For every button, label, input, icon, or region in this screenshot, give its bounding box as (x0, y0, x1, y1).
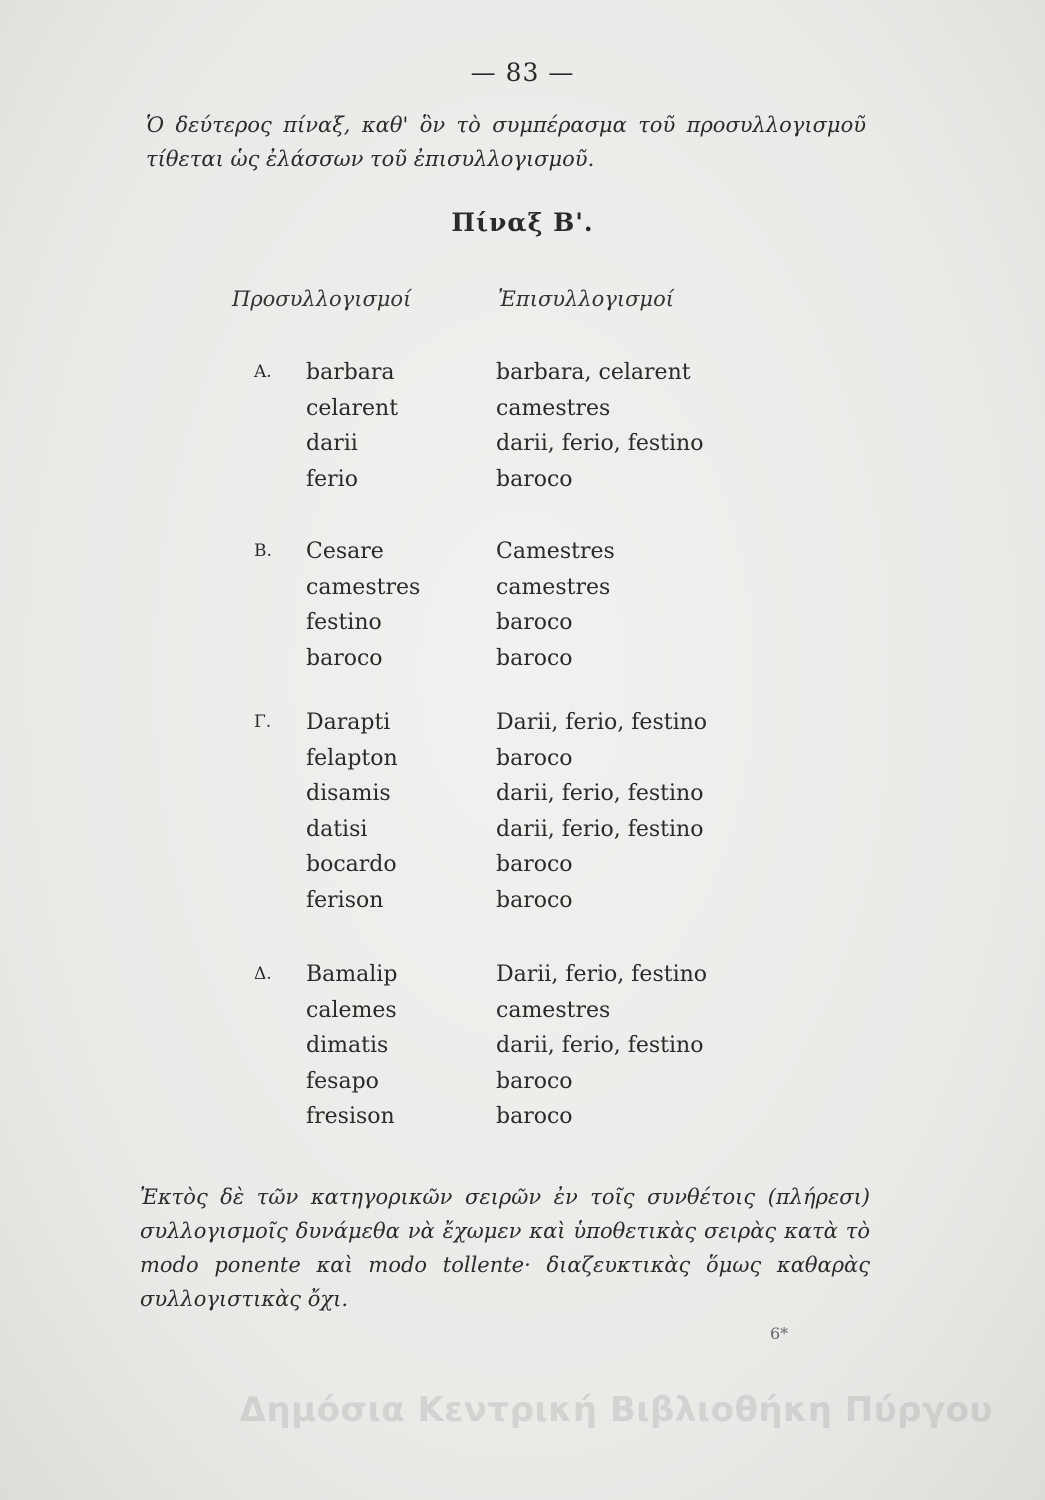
episyllogism-cell: baroco (496, 1104, 573, 1129)
episyllogism-cell: baroco (496, 645, 573, 671)
syllogism-group-b (0, 534, 1045, 676)
group-letter: Β. (254, 541, 272, 561)
presyllogism-cell: dimatis (306, 1033, 389, 1058)
presyllogism-cell: fresison (306, 1104, 395, 1129)
presyllogism-cell: camestres (306, 574, 421, 600)
table-row (0, 426, 1045, 462)
syllogism-group-c (0, 705, 1045, 918)
presyllogism-cell: Cesare (306, 539, 384, 564)
episyllogism-cell: camestres (496, 997, 611, 1023)
presyllogism-cell: datisi (306, 816, 368, 842)
episyllogism-cell: Darii, ferio, festino (496, 710, 708, 735)
table-row (0, 355, 1045, 391)
episyllogism-cell: camestres (496, 395, 611, 421)
table-row (0, 705, 1045, 741)
episyllogism-cell: baroco (496, 1068, 573, 1094)
episyllogism-cell: darii, ferio, festino (496, 1033, 704, 1058)
table-row (0, 534, 1045, 570)
presyllogism-cell: festino (306, 610, 382, 635)
group-letter: Δ. (254, 964, 272, 984)
table-row (0, 605, 1045, 641)
presyllogism-cell: fesapo (306, 1068, 379, 1094)
intro-paragraph: Ὁ δεύτερος πίναξ, καθ' ὃν τὸ συμπέρασμα τοῦ προσυλλογισμοῦ τίθεται ὡς ἐλάσσων τοῦ ἐπισυλλογισμοῦ. (146, 113, 866, 171)
presyllogism-cell: bocardo (306, 852, 397, 877)
episyllogism-cell: Camestres (496, 539, 615, 564)
table-row (0, 812, 1045, 848)
presyllogism-cell: baroco (306, 645, 383, 671)
presyllogism-cell: Bamalip (306, 962, 398, 987)
episyllogism-cell: darii, ferio, festino (496, 431, 704, 456)
table-row (0, 1064, 1045, 1100)
column-header-episyllogisms: Ἐπισυλλογισμοί (498, 287, 674, 311)
table-row (0, 993, 1045, 1029)
page-number: — 83 — (470, 58, 575, 87)
episyllogism-cell: camestres (496, 574, 611, 600)
presyllogism-cell: darii (306, 431, 358, 456)
table-row (0, 1028, 1045, 1064)
closing-paragraph: Ἐκτὸς δὲ τῶν κατηγορικῶν σειρῶν ἐν τοῖς συνθέτοις (πλήρεσι) συλλογισμοῖς δυνάμεθα νὰ ἔχωμεν καὶ ὑποθετικὰς σειρὰς κατὰ τὸ modo ponente καὶ modo tollente· διαζευκτικὰς ὅμως καθαρὰς συλλογιστικὰς ὄχι. (140, 1185, 870, 1311)
episyllogism-cell: baroco (496, 887, 573, 913)
presyllogism-cell: Darapti (306, 710, 391, 735)
episyllogism-cell: baroco (496, 610, 573, 635)
column-header-presyllogisms: Προσυλλογισμοί (232, 287, 412, 311)
presyllogism-cell: disamis (306, 781, 391, 806)
presyllogism-cell: ferio (306, 466, 358, 492)
table-row (0, 883, 1045, 919)
presyllogism-cell: calemes (306, 997, 397, 1023)
table-row (0, 462, 1045, 498)
presyllogism-cell: celarent (306, 395, 399, 421)
presyllogism-cell: ferison (306, 887, 384, 913)
group-letter: Α. (254, 362, 272, 382)
episyllogism-cell: baroco (496, 745, 573, 771)
syllogism-group-d (0, 957, 1045, 1135)
signature-mark: 6* (770, 1324, 789, 1343)
table-row (0, 570, 1045, 606)
group-letter: Γ. (254, 712, 272, 732)
presyllogism-cell: barbara (306, 360, 395, 385)
episyllogism-cell: darii, ferio, festino (496, 781, 704, 806)
table-row (0, 957, 1045, 993)
table-row (0, 847, 1045, 883)
table-row (0, 776, 1045, 812)
episyllogism-cell: barbara, celarent (496, 360, 691, 385)
episyllogism-cell: darii, ferio, festino (496, 816, 704, 842)
episyllogism-cell: baroco (496, 466, 573, 492)
episyllogism-cell: Darii, ferio, festino (496, 962, 708, 987)
table-title: Πίναξ Β'. (451, 208, 594, 237)
presyllogism-cell: felapton (306, 745, 398, 771)
episyllogism-cell: baroco (496, 852, 573, 877)
table-row (0, 391, 1045, 427)
table-row (0, 741, 1045, 777)
library-watermark: Δημόσια Κεντρική Βιβλιοθήκη Πύργου (239, 1390, 993, 1430)
table-row (0, 641, 1045, 677)
syllogism-group-a (0, 355, 1045, 497)
table-row (0, 1099, 1045, 1135)
